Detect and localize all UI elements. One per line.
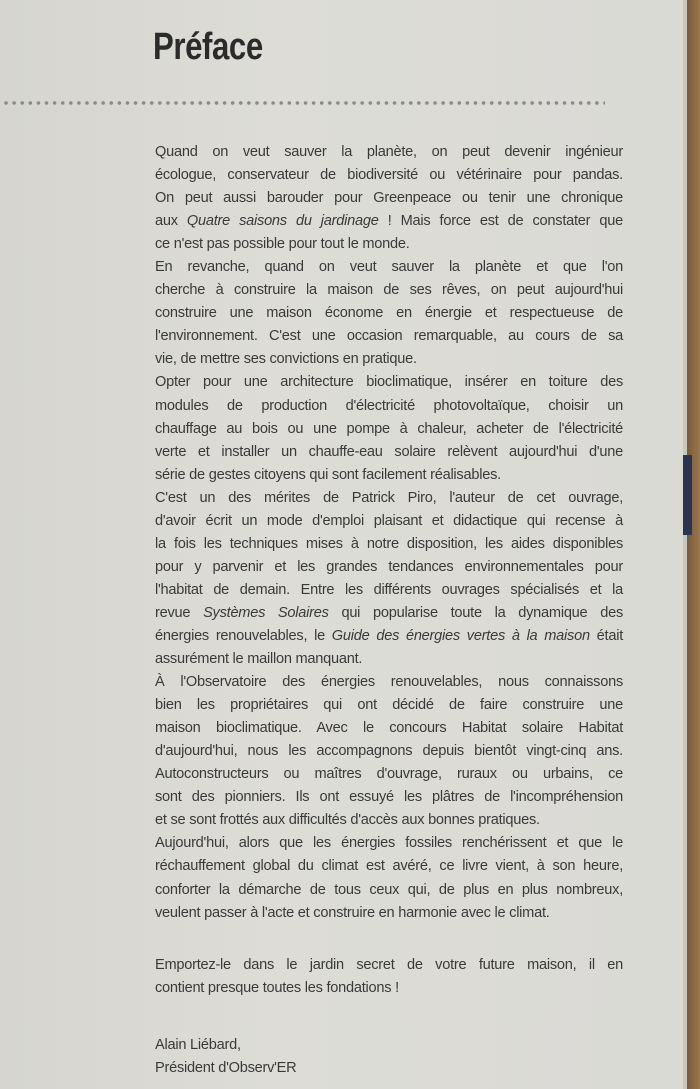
- text-segment: énergies renouvelables, le: [155, 627, 332, 644]
- paragraph: [155, 832, 623, 924]
- text-line: [155, 786, 623, 809]
- text-segment: aux: [155, 213, 187, 230]
- text-line: [155, 954, 623, 977]
- text-segment: contient presque toutes les fondations !: [155, 979, 399, 996]
- text-line: [155, 977, 623, 1000]
- italic-title: Systèmes Solaires: [203, 604, 329, 621]
- text-line: [155, 210, 623, 233]
- text-segment: ce n'est pas possible pour tout le monde.: [155, 236, 410, 253]
- signature-name: Alain Liébard,: [155, 1037, 241, 1053]
- text-line: [155, 902, 623, 925]
- text-line: [155, 625, 623, 648]
- signature: [155, 1034, 296, 1080]
- paragraph-gap: [155, 925, 623, 954]
- bookmark-tab: [683, 455, 692, 535]
- paragraph: [155, 487, 623, 671]
- text-line: [155, 510, 623, 533]
- italic-title: Guide des énergies vertes à la maison: [331, 627, 590, 644]
- text-line: [155, 671, 623, 694]
- text-segment: d'aujourd'hui, nous les accompagnons depuis bientôt vingt-cinq ans.: [155, 743, 623, 760]
- page-title: Préface: [153, 26, 263, 68]
- text-segment: Opter pour une architecture bioclimatique, insérer en toiture des: [155, 374, 623, 391]
- text-segment: ! Mais force est de constater que: [378, 213, 623, 230]
- text-line: [155, 694, 623, 717]
- text-segment: conforter la démarche de tous ceux qui, de plus en plus nombreux,: [155, 881, 623, 898]
- text-line: [155, 832, 623, 855]
- text-segment: modules de production d'électricité photovoltaïque, choisir un: [155, 397, 623, 414]
- text-segment: assurément le maillon manquant.: [155, 651, 363, 668]
- text-line: [155, 395, 623, 418]
- text-line: [155, 418, 623, 441]
- text-segment: vie, de mettre ses convictions en pratique.: [155, 351, 417, 368]
- text-line: [155, 579, 623, 602]
- preface-body: [155, 141, 623, 1000]
- text-line: [155, 441, 623, 464]
- text-line: [155, 233, 623, 256]
- text-segment: cherche à construire la maison de ses rêves, on peut aujourd'hui: [155, 282, 623, 299]
- paragraph: [155, 141, 623, 256]
- text-line: [155, 740, 623, 763]
- text-segment: Quand on veut sauver la planète, on peut devenir ingénieur: [155, 144, 623, 160]
- text-segment: construire une maison économe en énergie et respectueuse de: [155, 305, 623, 322]
- signature-role: Président d'Observ'ER: [155, 1060, 297, 1076]
- text-segment: était: [589, 627, 624, 644]
- text-segment: chauffage au bois ou une pompe à chaleur, acheter de l'électricité: [155, 420, 623, 437]
- text-line: [155, 556, 623, 579]
- text-segment: qui popularise toute la dynamique des: [328, 604, 623, 621]
- text-line: [155, 763, 623, 786]
- text-segment: On peut aussi barouder pour Greenpeace ou tenir une chronique: [155, 190, 623, 207]
- text-line: [155, 256, 623, 279]
- text-line: [155, 809, 623, 832]
- text-segment: Autoconstructeurs ou maîtres d'ouvrage, ruraux ou urbains, ce: [155, 766, 623, 783]
- text-line: [155, 141, 623, 164]
- text-segment: En revanche, quand on veut sauver la planète et que l'on: [155, 259, 623, 276]
- text-line: [155, 464, 623, 487]
- text-line: [155, 279, 623, 302]
- text-segment: C'est un des mérites de Patrick Piro, l'auteur de cet ouvrage,: [155, 489, 623, 506]
- paragraph: [155, 256, 623, 371]
- text-segment: bien les propriétaires qui ont décidé de faire construire une: [155, 697, 623, 714]
- text-segment: Aujourd'hui, alors que les énergies fossiles renchérissent et que le: [155, 835, 623, 852]
- text-line: [155, 602, 623, 625]
- text-segment: À l'Observatoire des énergies renouvelables, nous connaissons: [155, 674, 623, 691]
- text-line: [155, 164, 623, 187]
- text-segment: veulent passer à l'acte et construire en harmonie avec le climat.: [155, 904, 550, 921]
- text-segment: pour y parvenir et les grandes tendances environnementales pour: [155, 558, 623, 575]
- text-line: [155, 348, 623, 371]
- text-line: [155, 487, 623, 510]
- paragraph: [155, 371, 623, 486]
- italic-title: Quatre saisons du jardinage: [186, 213, 379, 230]
- text-segment: sont des pionniers. Ils ont essuyé les plâtres de l'incompréhension: [155, 789, 623, 806]
- text-line: [155, 187, 623, 210]
- text-segment: la fois les techniques mises à notre disposition, les aides disponibles: [155, 535, 623, 552]
- text-line: [155, 533, 623, 556]
- paragraph: [155, 671, 623, 832]
- text-segment: Emportez-le dans le jardin secret de votre future maison, il en: [155, 956, 623, 973]
- text-line: [155, 371, 623, 394]
- text-line: [155, 648, 623, 671]
- text-line: [155, 717, 623, 740]
- paragraph: [155, 954, 623, 1000]
- text-segment: réchauffement global du climat est avéré, ce livre vient, à son heure,: [155, 858, 623, 875]
- text-segment: maison bioclimatique. Avec le concours Habitat solaire Habitat: [155, 720, 623, 737]
- text-line: [155, 325, 623, 348]
- text-segment: l'environnement. C'est une occasion remarquable, au cours de sa: [155, 328, 623, 345]
- text-segment: écologue, conservateur de biodiversité ou vétérinaire pour pandas.: [155, 167, 623, 184]
- text-segment: série de gestes citoyens qui sont facilement réalisables.: [155, 466, 501, 483]
- text-line: [155, 879, 623, 902]
- text-segment: revue: [155, 604, 204, 621]
- text-segment: verte et installer un chauffe-eau solaire relèvent aujourd'hui d'une: [155, 443, 623, 460]
- text-line: [155, 302, 623, 325]
- text-line: [155, 855, 623, 878]
- text-segment: et se sont frottés aux difficultés d'accès aux bonnes pratiques.: [155, 812, 540, 829]
- dotted-divider: [2, 100, 605, 106]
- text-segment: d'avoir écrit un mode d'emploi plaisant et didactique qui recense à: [155, 512, 623, 529]
- wooden-surface: [687, 0, 700, 1089]
- text-segment: l'habitat de demain. Entre les différents ouvrages spécialisés et la: [155, 581, 623, 598]
